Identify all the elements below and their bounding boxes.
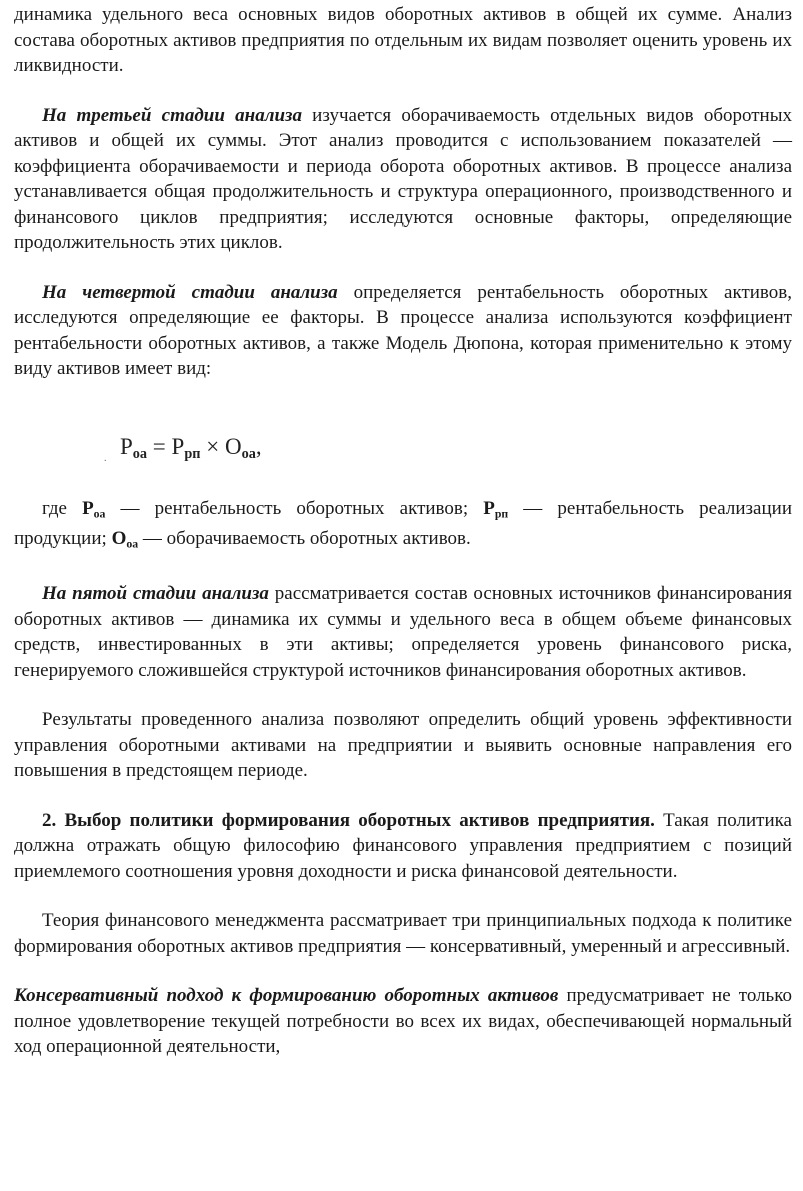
- stage-5-text: рассматривается состав основных источников финансирования оборотных активов — динамика их суммы и удельного веса в общем объеме финансовых средств, инвестированных в эти активы; определяется уровень финансового риска, генерируемого сложившейся структурой источников финансирования оборотных активов.: [14, 583, 792, 681]
- paragraph-stage-4: [14, 280, 792, 382]
- paragraph-theory: Теория финансового менеджмента рассматривает три принципиальных подхода к политике формирования оборотных активов предприятия — консервативный, умеренный и агрессивный.: [14, 910, 792, 957]
- stage-4-text: определяется рентабельность оборотных активов, исследуются определяющие ее факторы. В процессе анализа используются коэффициент рентабельности оборотных активов, а также Модель Дюпона, которая применительно к этому виду активов имеет вид:: [14, 281, 792, 379]
- paragraph-formula-legend: где $Р_{оа}$ — рентабельность оборотных активов; $Р_{рп}$ — рентабельность реализации продукции; $О_{оа}$ — оборачиваемость оборотных активов.: [14, 497, 792, 551]
- stage-3-heading: На третьей стадии анализа: [42, 104, 302, 126]
- formula-expression: $Р_{оа} = Р_{рп} \times О_{оа}$,: [120, 433, 262, 462]
- policy-text: Такая политика должна отражать общую философию финансового управления предприятием с позиций приемлемого соотношения уровня доходности и риска финансовой деятельности.: [14, 809, 792, 882]
- paragraph-results: Результаты проведенного анализа позволяют определить общий уровень эффективности управления оборотными активами на предприятии и выявить основные направления его повышения в предстоящем периоде.: [14, 709, 792, 782]
- stage-4-heading: На четвертой стадии анализа: [42, 281, 338, 303]
- paragraph-stage-5: [14, 581, 792, 683]
- policy-heading: 2. Выбор политики формирования оборотных активов предприятия.: [42, 809, 655, 831]
- dupont-formula: . $Р_{оа} = Р_{рп} \times О_{оа}$,: [14, 406, 792, 472]
- paragraph-conservative: [14, 983, 792, 1060]
- document-page: [14, 2, 792, 1060]
- paragraph-policy: [14, 808, 792, 885]
- stage-3-text: изучается оборачиваемость отдельных видов оборотных активов и общей их суммы. Этот анализ проводится с использованием показателей — коэффициента оборачиваемости и периода оборота оборотных активов. В процессе анализа устанавливается общая продолжительность и структура операционного, производственного и финансового циклов предприятия; исследуются основные факторы, определяющие продолжительность этих циклов.: [14, 104, 792, 253]
- paragraph-stage-3: [14, 103, 792, 256]
- paragraph-1: [14, 2, 792, 79]
- stage-5-heading: На пятой стадии анализа: [42, 583, 269, 605]
- conservative-heading: Консервативный подход к формированию оборотных активов: [14, 985, 559, 1007]
- conservative-text: предусматривает не только полное удовлетворение текущей потребности во всех их видах, обеспечивающей нормальный ход операционной деятельности,: [14, 985, 792, 1058]
- paragraph-1-text: динамика удельного веса основных видов оборотных активов в общей их сумме. Анализ состава оборотных активов предприятия по отдельным их видам позволяет оценить уровень их ликвидности.: [14, 4, 792, 76]
